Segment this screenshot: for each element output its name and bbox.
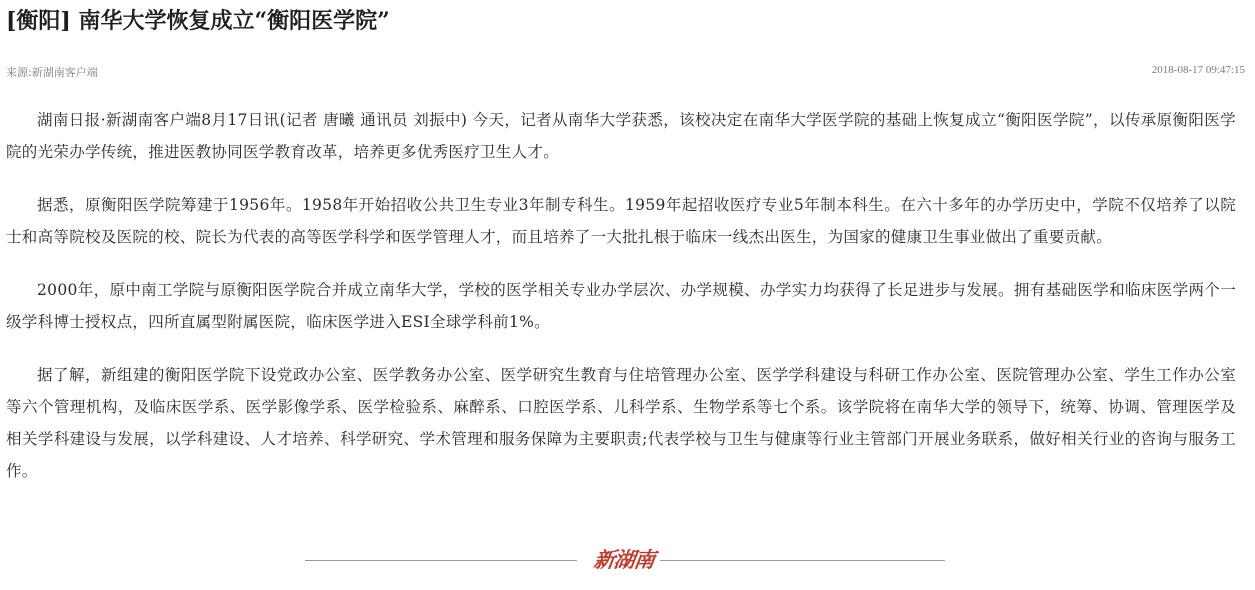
article-source: 来源:新湖南客户端 [6, 66, 98, 79]
footer-separator [305, 545, 945, 575]
article-meta [6, 64, 1245, 80]
article-body [6, 104, 1236, 508]
article-datetime: 2018-08-17 09:47:15 [1151, 64, 1245, 76]
article-paragraph: 据了解，新组建的衡阳医学院下设党政办公室、医学教务办公室、医学研究生教育与住培管理办公室、医学学科建设与科研工作办公室、医院管理办公室、学生工作办公室等六个管理机构，及临床医学系、医学影像学系、医学检验系、麻醉系、口腔医学系、儿科学系、生物学系等七个系。该学院将在南华大学的领导下，统筹、协调、管理医学及相关学科建设与发展，以学科建设、人才培养、科学研究、学术管理和服务保障为主要职责;代表学校与卫生与健康等行业主管部门开展业务联系，做好相关行业的咨询与服务工作。 [6, 366, 1236, 480]
article-paragraph: 湖南日报·新湖南客户端8月17日讯(记者 唐曦 通讯员 刘振中) 今天，记者从南华大学获悉，该校决定在南华大学医学院的基础上恢复成立“衡阳医学院”，以传承原衡阳医学院的光荣办学传统，推进医教协同医学教育改革，培养更多优秀医疗卫生人才。 [6, 111, 1236, 161]
article-title: [衡阳] 南华大学恢复成立“衡阳医学院” [6, 8, 390, 34]
separator-line-left [305, 560, 577, 561]
article-paragraph: 2000年，原中南工学院与原衡阳医学院合并成立南华大学，学校的医学相关专业办学层次、办学规模、办学实力均获得了长足进步与发展。拥有基础医学和临床医学两个一级学科博士授权点，四所直属型附属医院，临床医学进入ESI全球学科前1%。 [6, 281, 1236, 331]
separator-line-right [660, 560, 945, 561]
xinhunan-logo: 新湖南 [592, 547, 656, 572]
article-paragraph: 据悉，原衡阳医学院筹建于1956年。1958年开始招收公共卫生专业3年制专科生。1959年起招收医疗专业5年制本科生。在六十多年的办学历史中，学院不仅培养了以院士和高等院校及医院的校、院长为代表的高等医学科学和医学管理人才，而且培养了一大批扎根于临床一线杰出医生，为国家的健康卫生事业做出了重要贡献。 [6, 196, 1236, 246]
